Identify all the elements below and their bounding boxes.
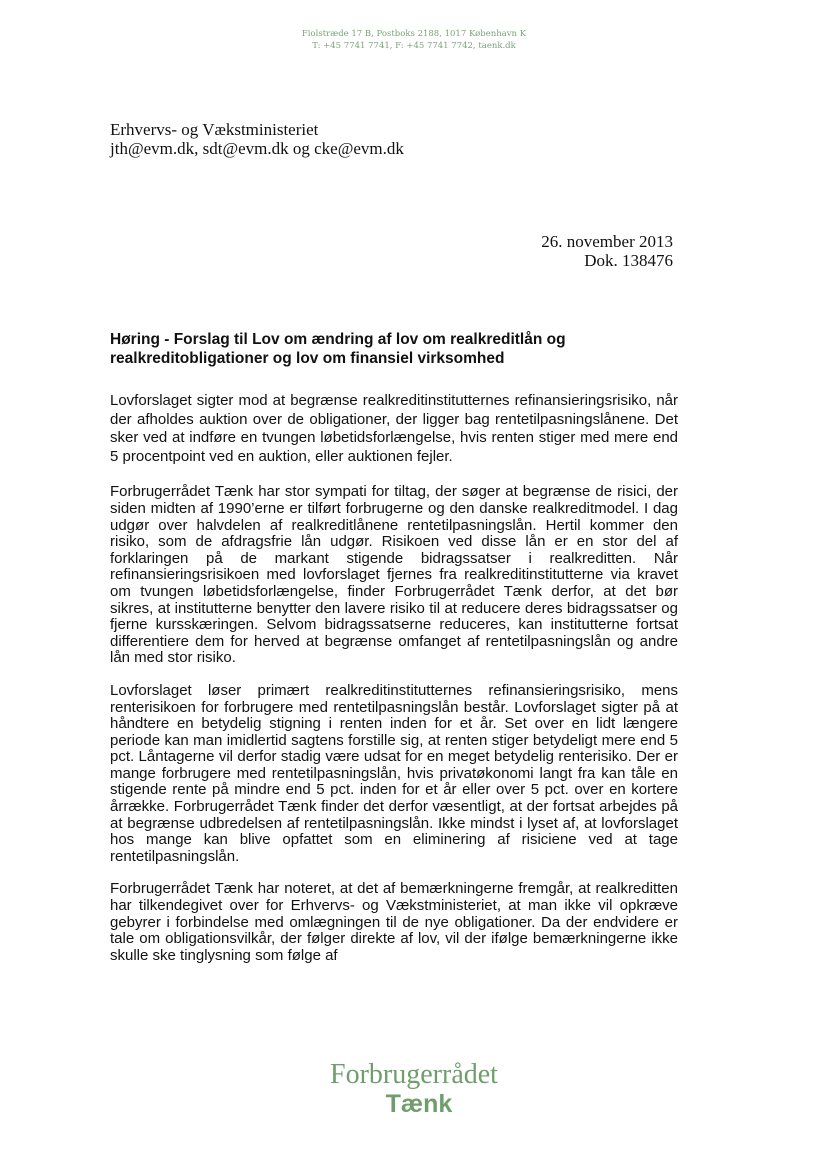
letter-body bbox=[110, 392, 678, 980]
organization-logo bbox=[0, 1060, 828, 1118]
subject-line-2: realkreditobligationer og lov om finansiel virksomhed bbox=[110, 350, 505, 367]
paragraph-4: Forbrugerrådet Tænk har noteret, at det af bemærkningerne fremgår, at realkreditten har tilkendegivet over for Erhvervs- og Vækstministeriet, at man ikke vil opkræve gebyrer i forbindelse med omlægningen til de nye obligationer. Da der endvidere er tale om obligationsvilkår, der følger direkte af lov, vil der ifølge bemærkningerne ikke skulle ske tinglysning som følge af bbox=[110, 880, 678, 964]
header-address bbox=[0, 28, 828, 52]
date-block bbox=[541, 232, 673, 270]
recipient-name: Erhvervs- og Vækstministeriet bbox=[110, 120, 319, 139]
recipient-block bbox=[110, 120, 404, 158]
paragraph-2: Forbrugerrådet Tænk har stor sympati for tiltag, der søger at begrænse de risici, der siden midten af 1990’erne er tilført forbrugerne og den danske realkreditmodel. I dag udgør over halvdelen af realkreditlånene rentetilpasningslån. Hertil kommer den risiko, som de afdragsfrie lån udgør. Risikoen ved disse lån er en stor del af forklaringen på de markant stigende bidragssatser i realkreditten. Når refinansieringsrisikoen med lovforslaget fjernes fra realkreditinstitutterne via kravet om tvungen løbetidsforlængelse, finder Forbrugerrådet Tænk derfor, at det bør sikres, at institutterne benytter den lavere risiko til at reducere deres bidragssatser og fjerne kursskæringen. Selvom bidragssatserne reduceres, kan institutterne fortsat differentiere dem for herved at begrænse omfanget af rentetilpasningslån og andre lån med stor risiko. bbox=[110, 483, 678, 667]
subject-heading bbox=[110, 330, 680, 368]
paragraph-3: Lovforslaget løser primært realkreditinstitutternes refinansieringsrisiko, mens renterisikoen for forbrugere med rentetilpasningslån består. Lovforslaget sigter på at håndtere en betydelig stigning i renten inden for et år. Set over en lidt længere periode kan man imidlertid sagtens forstille sig, at renten stiger betydeligt mere end 5 pct. Låntagerne vil derfor stadig være udsat for en meget betydelig renterisiko. Der er mange forbrugere med rentetilpasningslån, hvis privatøkonomi langt fra kan tåle en stigende rente på mindre end 5 pct. inden for et år eller over 5 pct. over en kortere årrække. Forbrugerrådet Tænk finder det derfor væsentligt, at der fortsat arbejdes på at begrænse udbredelsen af rentetilpasningslån. Ikke mindst i lyset af, at lovforslaget hos mange kan blive opfattet som en eliminering af risiciene ved at tage rentetilpasningslån. bbox=[110, 681, 678, 865]
address-line-2: T: +45 7741 7741, F: +45 7741 7742, taenk.dk bbox=[312, 41, 516, 51]
document-number: Dok. 138476 bbox=[584, 251, 673, 270]
subject-line-1: Høring - Forslag til Lov om ændring af lov om realkreditlån og bbox=[110, 331, 566, 348]
logo-text-forbrugerraadet: Forbrugerrådet bbox=[330, 1059, 498, 1090]
paragraph-1: Lovforslaget sigter mod at begrænse realkreditinstitutternes refinansieringsrisiko, når der afholdes auktion over de obligationer, der ligger bag rentetilpasningslånene. Det sker ved at indføre en tvungen løbetidsforlængelse, hvis renten stiger med mere end 5 procentpoint ved en auktion, eller auktionen fejler. bbox=[110, 392, 678, 465]
logo-text-taenk: Tænk bbox=[385, 1090, 453, 1118]
recipient-emails: jth@evm.dk, sdt@evm.dk og cke@evm.dk bbox=[110, 139, 404, 158]
address-line-1: Fiolstræde 17 B, Postboks 2188, 1017 København K bbox=[301, 29, 527, 39]
letter-date: 26. november 2013 bbox=[541, 232, 673, 251]
